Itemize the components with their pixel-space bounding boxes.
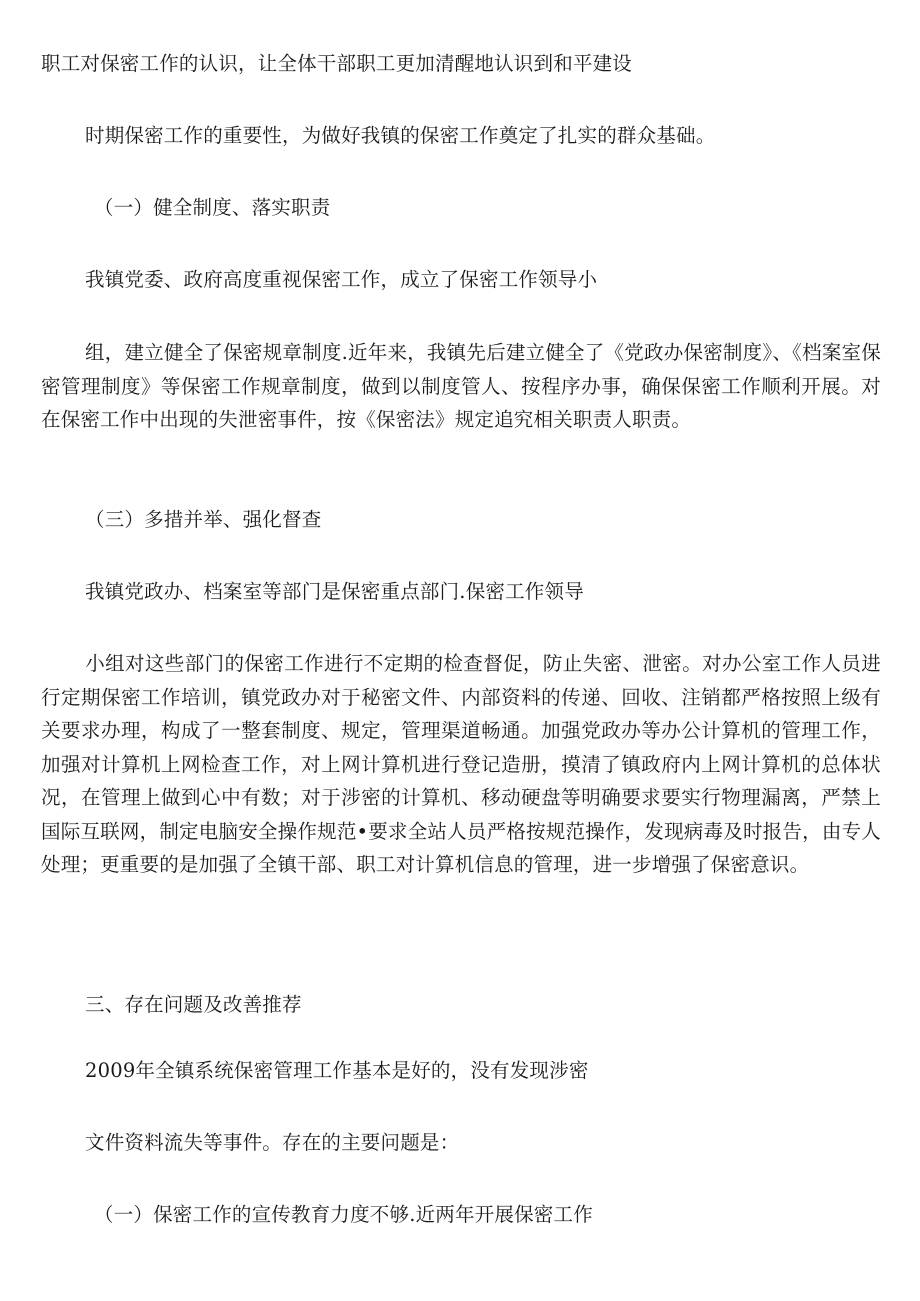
section-heading-3: 三、存在问题及改善推荐	[85, 993, 302, 1016]
paragraph-block-2-text: 小组对这些部门的保密工作进行不定期的检查督促，防止失密、泄密。对办公室工作人员进行定期保密工作培训，镇党政办对于秘密文件、内部资料的传递、回收、注销都严格按照上级有关要求办理，构成了一整套制度、规定，管理渠道畅通。加强党政办等办公计算机的管理工作，加强对计算机上网检查工作，对上网计算机进行登记造册，摸清了镇政府内上网计算机的总体状况，在管理上做到心中有数；对于涉密的计算机、移动硬盘等明确要求要实行物理漏离，严禁上国际互联网，制定电脑安全操作规范•要求全站人员严格按规范操作，发现病毒及时报告，由专人处理；更重要的是加强了全镇干部、职工对计算机信息的管理，进一步增强了保密意识。	[41, 652, 881, 876]
paragraph-line-4: 我镇党政办、档案室等部门是保密重点部门.保密工作领导	[85, 580, 584, 603]
paragraph-line-3: 我镇党委、政府高度重视保密工作，成立了保密工作领导小	[85, 268, 598, 291]
paragraph-block-1	[41, 336, 881, 437]
section-heading-1: （一）健全制度、落实职责	[94, 196, 331, 219]
paragraph-line-1: 职工对保密工作的认识，让全体干部职工更加清醒地认识到和平建设	[41, 52, 633, 75]
paragraph-block-2	[41, 647, 881, 882]
section-heading-2: （三）多措并举、强化督查	[85, 508, 322, 531]
paragraph-line-6: 文件资料流失等事件。存在的主要问题是：	[85, 1131, 460, 1154]
paragraph-block-1-text: 组，建立健全了保密规章制度.近年来，我镇先后建立健全了《党政办保密制度》、《档案室保密管理制度》等保密工作规章制度，做到以制度管人、按程序办事，确保保密工作顺利开展。对在保密工作中出现的失泄密事件，按《保密法》规定追究相关职责人职责。	[41, 341, 881, 431]
section-heading-4: （一）保密工作的宣传教育力度不够.近两年开展保密工作	[94, 1203, 593, 1226]
paragraph-line-2: 时期保密工作的重要性，为做好我镇的保密工作奠定了扎实的群众基础。	[85, 124, 716, 147]
paragraph-line-5: 2009年全镇系统保密管理工作基本是好的，没有发现涉密	[85, 1059, 589, 1082]
